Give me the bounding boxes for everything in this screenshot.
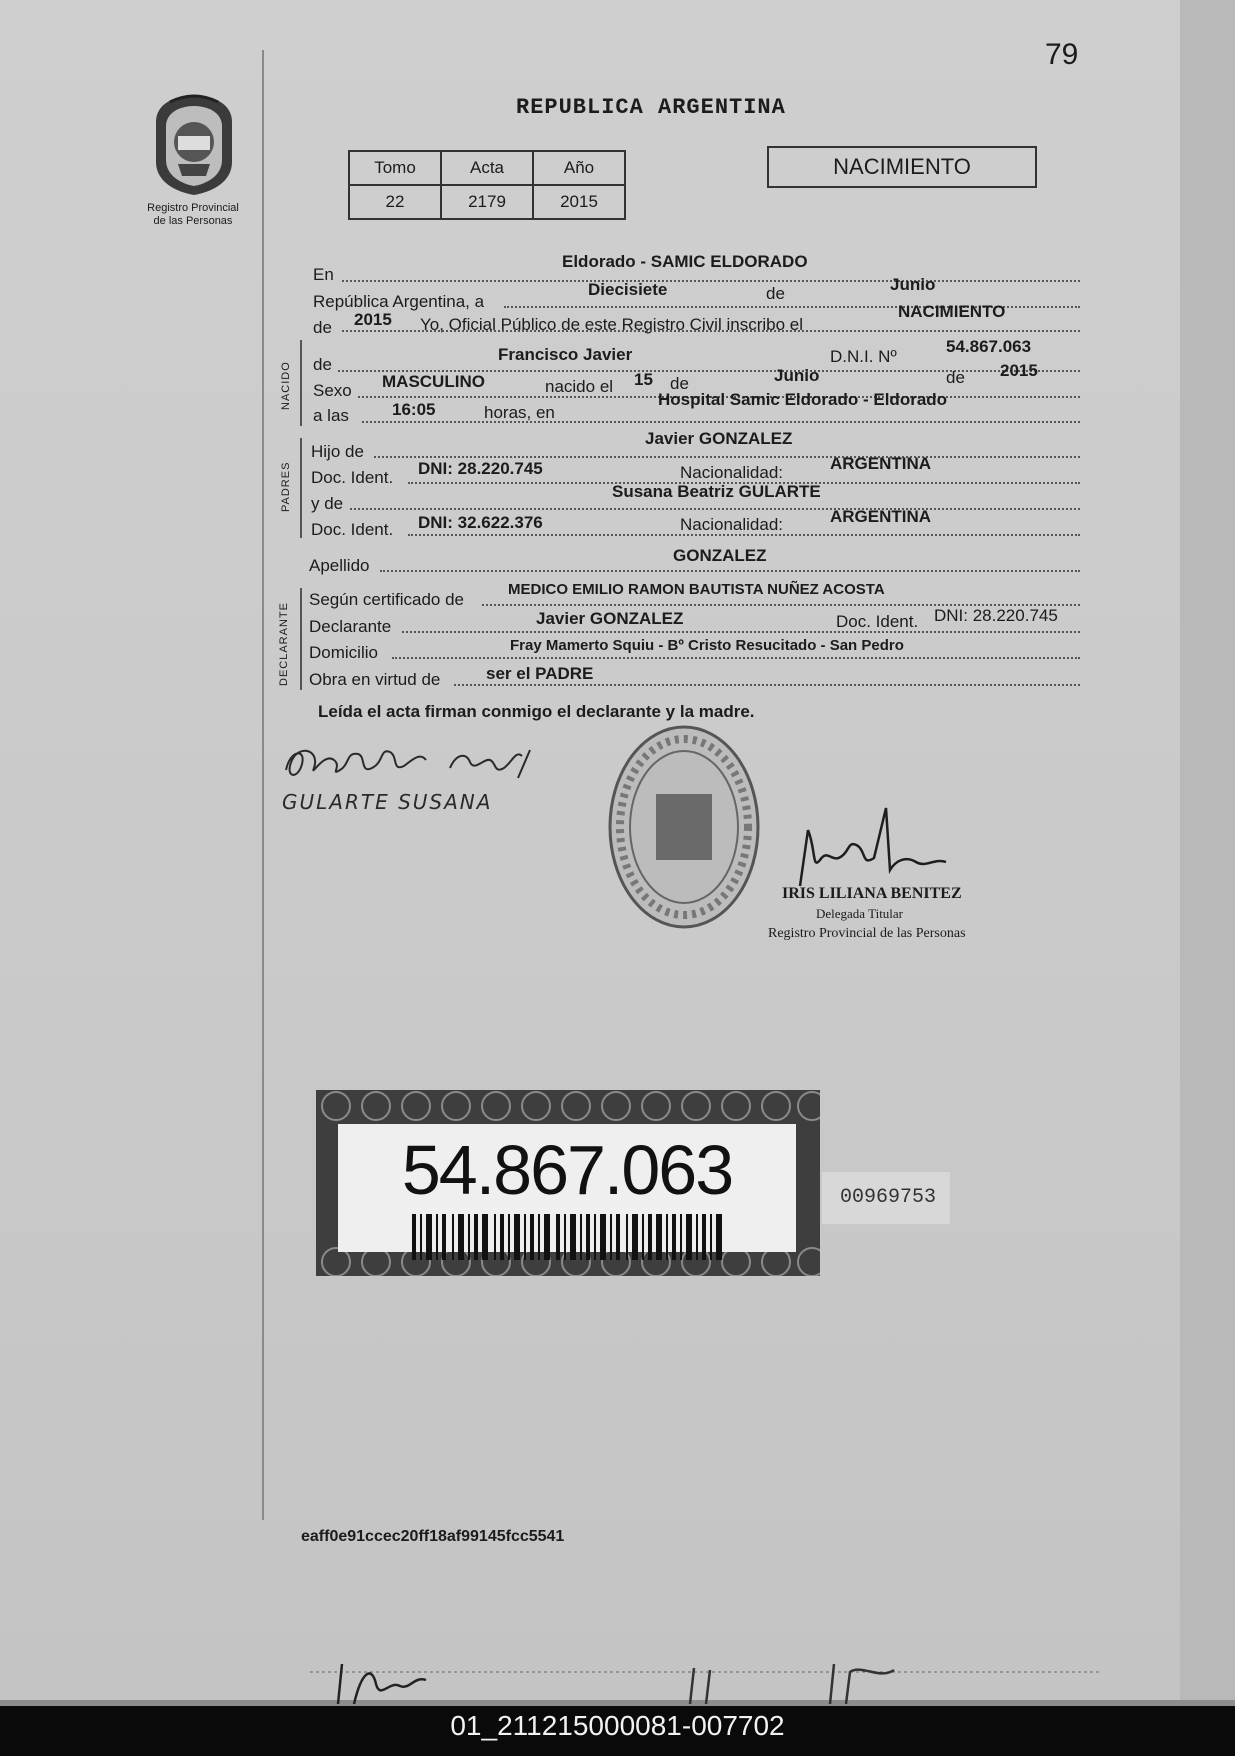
- declarante-doc: DNI: 28.220.745: [934, 606, 1058, 625]
- id-label-inner: [338, 1124, 796, 1252]
- country-title: REPUBLICA ARGENTINA: [516, 95, 786, 120]
- page-number: 79: [1045, 38, 1079, 71]
- year-value: 2015: [354, 310, 392, 329]
- birth-de2-label: de: [946, 368, 965, 387]
- father-nationality: ARGENTINA: [830, 454, 932, 473]
- mother-nat-label: Nacionalidad:: [680, 515, 784, 534]
- closing-statement: Leída el acta firman conmigo el declarante y la madre.: [318, 702, 755, 721]
- apellido-label: Apellido: [309, 556, 370, 575]
- birth-month: Junio: [774, 366, 820, 385]
- father-nat-label: Nacionalidad:: [680, 463, 784, 482]
- certificado-label: Según certificado de: [309, 590, 464, 609]
- serial-number: 00969753: [840, 1186, 937, 1209]
- horas-label: horas, en: [484, 403, 555, 422]
- birth-de-label: de: [670, 374, 689, 393]
- de-label: de: [766, 284, 785, 303]
- record-value-acta: 2179: [441, 185, 533, 219]
- record-value-anio: 2015: [533, 185, 625, 219]
- bottom-page-scribbles: [310, 1650, 1110, 1706]
- section-label-declarante: DECLARANTE: [278, 602, 290, 686]
- apellido-value: GONZALEZ: [673, 546, 767, 565]
- mother-signature: GULARTE SUSANA: [282, 790, 493, 814]
- en-label: En: [313, 265, 334, 284]
- dni-label: D.N.I. Nº: [830, 347, 897, 366]
- de2-label: de: [313, 318, 332, 337]
- father-name: Javier GONZALEZ: [645, 429, 793, 448]
- y-de-label: y de: [311, 494, 344, 513]
- place-value: Eldorado - SAMIC ELDORADO: [562, 252, 808, 271]
- day-value: Diecisiete: [588, 280, 668, 299]
- domicilio-label: Domicilio: [309, 643, 378, 662]
- a-las-label: a las: [313, 406, 349, 425]
- section-label-nacido: NACIDO: [280, 361, 292, 410]
- record-header-tomo: Tomo: [349, 151, 441, 185]
- mother-nationality: ARGENTINA: [830, 507, 932, 526]
- section-divider: [300, 438, 302, 538]
- section-divider: [300, 588, 302, 690]
- declarante-doc-label: Doc. Ident.: [836, 612, 919, 631]
- child-name: Francisco Javier: [498, 345, 633, 364]
- hijo-de-label: Hijo de: [311, 442, 364, 461]
- birth-day: 15: [634, 370, 653, 389]
- dotted-line: [380, 570, 1080, 572]
- nacido-de-label: de: [313, 355, 332, 374]
- page-edge: [1180, 0, 1235, 1700]
- dotted-line: [362, 421, 1080, 423]
- registry-caption: [132, 202, 254, 228]
- mother-doc: DNI: 32.622.376: [418, 513, 543, 532]
- republica-label: República Argentina, a: [313, 292, 485, 311]
- father-doc-label: Doc. Ident.: [311, 468, 394, 487]
- registry-caption-line2: de las Personas: [153, 215, 233, 227]
- declarante-value: Javier GONZALEZ: [536, 609, 684, 628]
- record-header-acta: Acta: [441, 151, 533, 185]
- mother-doc-label: Doc. Ident.: [311, 520, 394, 539]
- official-signature: [786, 800, 956, 890]
- domicilio-value: Fray Mamerto Squiu - Bº Cristo Resucitado - San Pedro: [510, 637, 904, 654]
- section-label-padres: PADRES: [280, 461, 292, 512]
- nacido-el-label: nacido el: [545, 377, 614, 396]
- id-label-sticker: [316, 1090, 820, 1276]
- month-value: Junio: [890, 275, 936, 294]
- document-hash: eaff0e91ccec20ff18af99145fcc5541: [301, 1528, 565, 1545]
- birth-place: Hospital Samic Eldorado - Eldorado: [658, 390, 948, 409]
- dotted-line: [342, 280, 1080, 282]
- record-value-tomo: 22: [349, 185, 441, 219]
- inscribe-text: Yo, Oficial Público de este Registro Civil inscribo el: [420, 315, 803, 334]
- record-type-box: NACIMIENTO: [767, 146, 1037, 188]
- inscribe-type: NACIMIENTO: [898, 302, 1006, 321]
- father-doc: DNI: 28.220.745: [418, 459, 543, 478]
- official-role: Delegada Titular: [816, 906, 904, 921]
- province-crest-icon: [150, 92, 238, 197]
- sexo-value: MASCULINO: [382, 372, 485, 391]
- sexo-label: Sexo: [313, 381, 352, 400]
- dotted-line: [392, 657, 1080, 659]
- obra-label: Obra en virtud de: [309, 670, 441, 689]
- official-office: Registro Provincial de las Personas: [768, 926, 966, 941]
- margin-line: [262, 50, 264, 1520]
- birth-year: 2015: [1000, 361, 1038, 380]
- official-stamp-icon: [604, 722, 764, 932]
- dotted-line: [402, 631, 1080, 633]
- record-header-anio: Año: [533, 151, 625, 185]
- mother-name: Susana Beatriz GULARTE: [612, 482, 821, 501]
- birth-time: 16:05: [392, 400, 436, 419]
- section-divider: [300, 340, 302, 426]
- dotted-line: [374, 456, 1080, 458]
- record-table: [348, 150, 626, 220]
- footer-id: 01_211215000081-007702: [450, 1710, 785, 1741]
- id-label-number: 54.867.063: [401, 1131, 733, 1209]
- registry-caption-line1: Registro Provincial: [147, 202, 239, 214]
- official-name: IRIS LILIANA BENITEZ: [782, 885, 962, 902]
- dotted-line: [350, 508, 1080, 510]
- child-dni: 54.867.063: [946, 337, 1032, 356]
- obra-value: ser el PADRE: [486, 664, 594, 683]
- father-signature: [280, 730, 560, 790]
- certificado-value: MEDICO EMILIO RAMON BAUTISTA NUÑEZ ACOSTA: [508, 581, 885, 598]
- dotted-line: [342, 330, 1080, 332]
- barcode-icon: [412, 1214, 722, 1260]
- declarante-label: Declarante: [309, 617, 392, 636]
- dotted-line: [454, 684, 1080, 686]
